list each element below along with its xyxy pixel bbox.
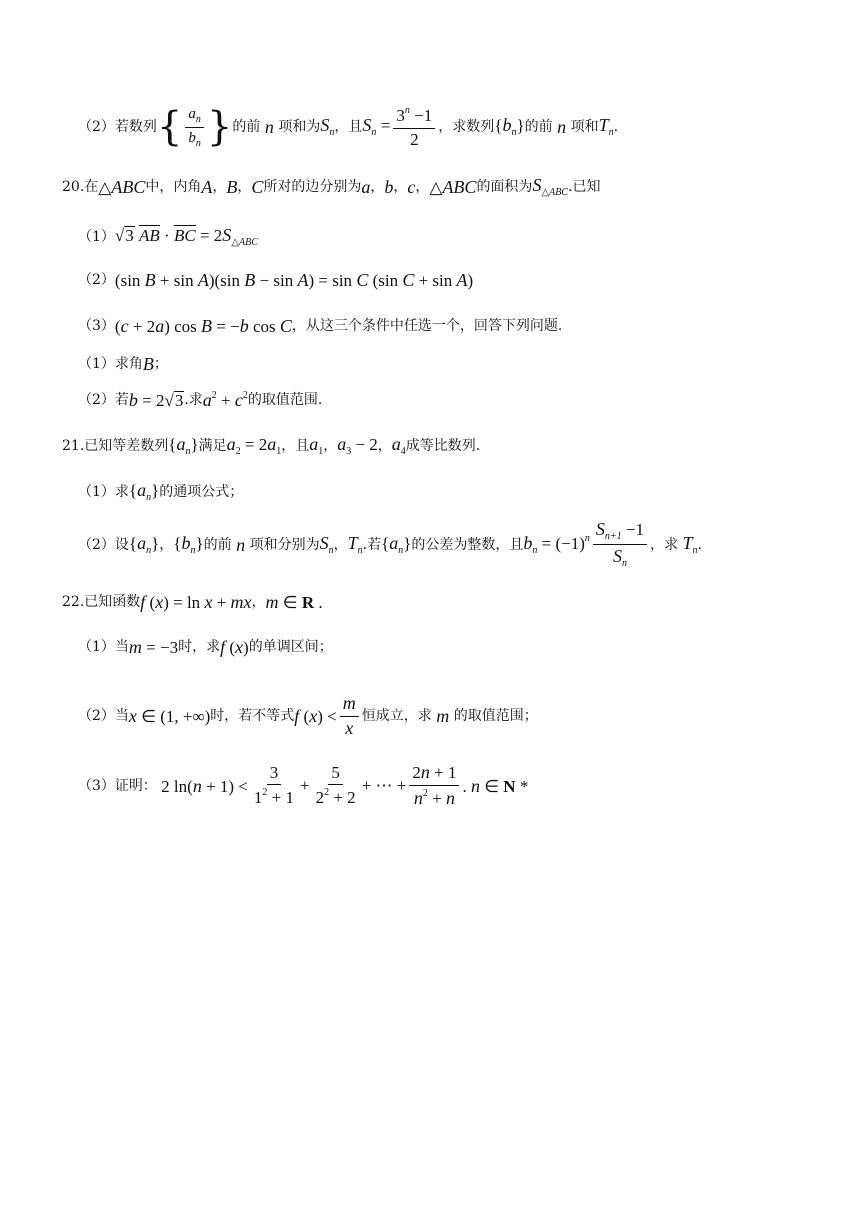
q20-ask1: [78, 355, 168, 373]
text: 的单调区间；: [248, 639, 333, 655]
text: 的通项公式；: [159, 484, 244, 500]
text: ；: [153, 356, 168, 372]
math-B: B: [226, 177, 238, 197]
q20-intro: [62, 176, 600, 198]
math-S-abc: $S_{\triangle ABC}$: [532, 175, 569, 198]
text: （2）设: [78, 536, 129, 553]
math-an-set: $\{a_n\}$: [168, 434, 199, 457]
text: .: [613, 119, 619, 136]
text: .求: [184, 392, 203, 408]
math-bn-set: $\{b_n\}$: [173, 532, 204, 556]
math-bn-formula: $b_n = (-1)^n$: [523, 532, 590, 556]
q22-ask2: [78, 694, 538, 739]
q21-ask2: [78, 520, 702, 569]
math-ellipsis: + ⋯ +: [361, 776, 407, 796]
text: （2）若数列: [78, 119, 157, 136]
math-bn-set: $\{b_n\}$: [494, 115, 525, 139]
text: 所对的边分别为: [263, 179, 362, 195]
fraction-m-over-x: $\frac{m}{x}$: [340, 694, 359, 739]
math-fx: f (x): [220, 637, 249, 657]
text: 的前: [524, 119, 553, 136]
math-a: a: [361, 177, 371, 197]
text: .已知: [568, 179, 601, 195]
math-b-eq: b = 2√3: [128, 390, 184, 410]
text: ，: [159, 536, 174, 553]
math-c: c: [407, 177, 416, 197]
math-m-in-R: m ∈ R .: [265, 592, 323, 612]
math-triangle-abc: △ABC: [98, 177, 146, 197]
math-x-interval: x ∈ (1, +∞): [128, 706, 211, 727]
q22-ask3: [78, 763, 528, 809]
text: （1）: [78, 228, 115, 245]
text: ，求数列: [438, 119, 495, 136]
text: 的前: [203, 536, 232, 553]
text: 的公差为整数，且: [411, 536, 524, 553]
fraction-5: $\frac{5}{2^2 + 2}$: [315, 762, 356, 808]
text: ，: [237, 179, 252, 195]
math-m: m: [431, 706, 454, 727]
text: （2）: [78, 272, 115, 288]
q20-ask2: [78, 391, 322, 409]
text: ，: [323, 438, 338, 454]
q22-ask1: [78, 638, 333, 656]
text: 时，若不等式: [210, 708, 295, 725]
text: ，且: [334, 119, 363, 136]
math-n-in-N: . n ∈ N *: [462, 775, 529, 796]
math-2ln: 2 ln(n + 1) <: [156, 775, 248, 796]
text: （3）证明：: [78, 777, 157, 794]
text: （1）当: [78, 639, 129, 655]
text: ，: [212, 179, 227, 195]
text: ，求: [650, 536, 679, 553]
math-Tn: $T_n$: [678, 532, 698, 556]
text: （1）求: [78, 484, 129, 500]
q20-cond1: [78, 225, 258, 248]
math-a1: $a_1$: [309, 434, 324, 457]
text: .: [697, 536, 702, 553]
math-plus: +: [300, 776, 310, 796]
text: 时，求: [178, 639, 221, 655]
text: （2）若: [78, 392, 129, 408]
math-a3-2: $a_3 - 2$: [337, 434, 378, 457]
math-a2-c2: $a^2 + c^2$: [202, 390, 248, 410]
q21-ask1: [78, 481, 243, 503]
fraction-3n-1-over-2: $\frac{3^n -1}{2}$: [393, 105, 435, 149]
q20-cond2: [78, 271, 473, 289]
text: ，从这三个条件中任选一个，回答下列问题.: [291, 318, 563, 334]
math-b: b: [384, 177, 394, 197]
text: 中，内角: [145, 179, 202, 195]
math-cond2: (sin B + sin A)(sin B − sin A) = sin C (sin C + sin A): [114, 270, 474, 290]
math-a2-eq: $a_2 = 2a_1$: [226, 434, 282, 457]
math-m-eq: m = −3: [128, 637, 179, 657]
right-brace: }: [206, 104, 233, 151]
math-Tn: $T_n$: [347, 532, 363, 556]
text: ，: [393, 179, 408, 195]
text: ，: [333, 536, 348, 553]
math-cond1: √3 AB · BC = $2S_{\triangle ABC}$: [114, 225, 258, 248]
math-Tn: $T_n$: [598, 115, 614, 139]
text: 成等比数列.: [405, 438, 481, 454]
math-triangle-abc: △ABC: [429, 177, 477, 197]
text: （2）当: [78, 708, 129, 725]
q22-intro: [62, 593, 323, 611]
math-Sn-eq: $S_n$ =: [362, 115, 391, 139]
text: 项和: [570, 119, 599, 136]
fraction-sn1-over-sn: $\frac{S_{n+1} -1}{S_n}$: [593, 520, 647, 569]
text: （3）: [78, 318, 115, 334]
math-n: n: [231, 534, 250, 555]
math-Sn: $S_n$: [319, 532, 334, 556]
fraction-3: $\frac{3}{1^2 + 1}$: [253, 762, 294, 808]
math-C: C: [251, 177, 264, 197]
q20-cond3: [78, 317, 562, 335]
text: 的取值范围；: [453, 708, 538, 725]
math-a4: $a_4$: [391, 434, 406, 457]
text: 22.已知函数: [62, 594, 141, 610]
text: ，: [415, 179, 430, 195]
fraction-2n1: $\frac{2n + 1}{n^2 + n}$: [409, 763, 459, 809]
text: 恒成立，求: [361, 708, 432, 725]
math-n: n: [552, 117, 571, 138]
text: 满足: [198, 438, 227, 454]
math-Sn: $S_n$: [320, 115, 335, 139]
math-an-set: $\{a_n\}$: [128, 532, 160, 556]
text: ，: [251, 594, 266, 610]
text: 21.已知等差数列: [62, 438, 169, 454]
q21-intro: [62, 435, 480, 457]
math-an-set: $\{a_n\}$: [381, 532, 412, 556]
math-n: n: [260, 117, 279, 138]
text: （1）求角: [78, 356, 143, 372]
q19-part2: [78, 105, 618, 149]
text: 20.在: [62, 179, 99, 195]
math-B: B: [142, 354, 154, 374]
fraction-an-bn: $\frac{a_n}{b_n}$: [185, 106, 204, 149]
text: 的前: [232, 119, 261, 136]
text: 项和为: [278, 119, 321, 136]
text: 的取值范围.: [247, 392, 323, 408]
math-cond3: (c + 2a) cos B = −b cos C: [114, 316, 292, 336]
text: ，: [377, 438, 392, 454]
text: 的面积为: [476, 179, 533, 195]
math-fx-lt: f (x) <: [294, 706, 337, 727]
text: ，且: [281, 438, 310, 454]
text: ，: [370, 179, 385, 195]
math-an-set: $\{a_n\}$: [128, 480, 160, 503]
math-A: A: [201, 177, 213, 197]
left-brace: {: [156, 104, 183, 151]
text: 项和分别为: [249, 536, 320, 553]
math-fx-def: f (x) = ln x + mx: [140, 592, 252, 612]
text: .若: [362, 536, 382, 553]
